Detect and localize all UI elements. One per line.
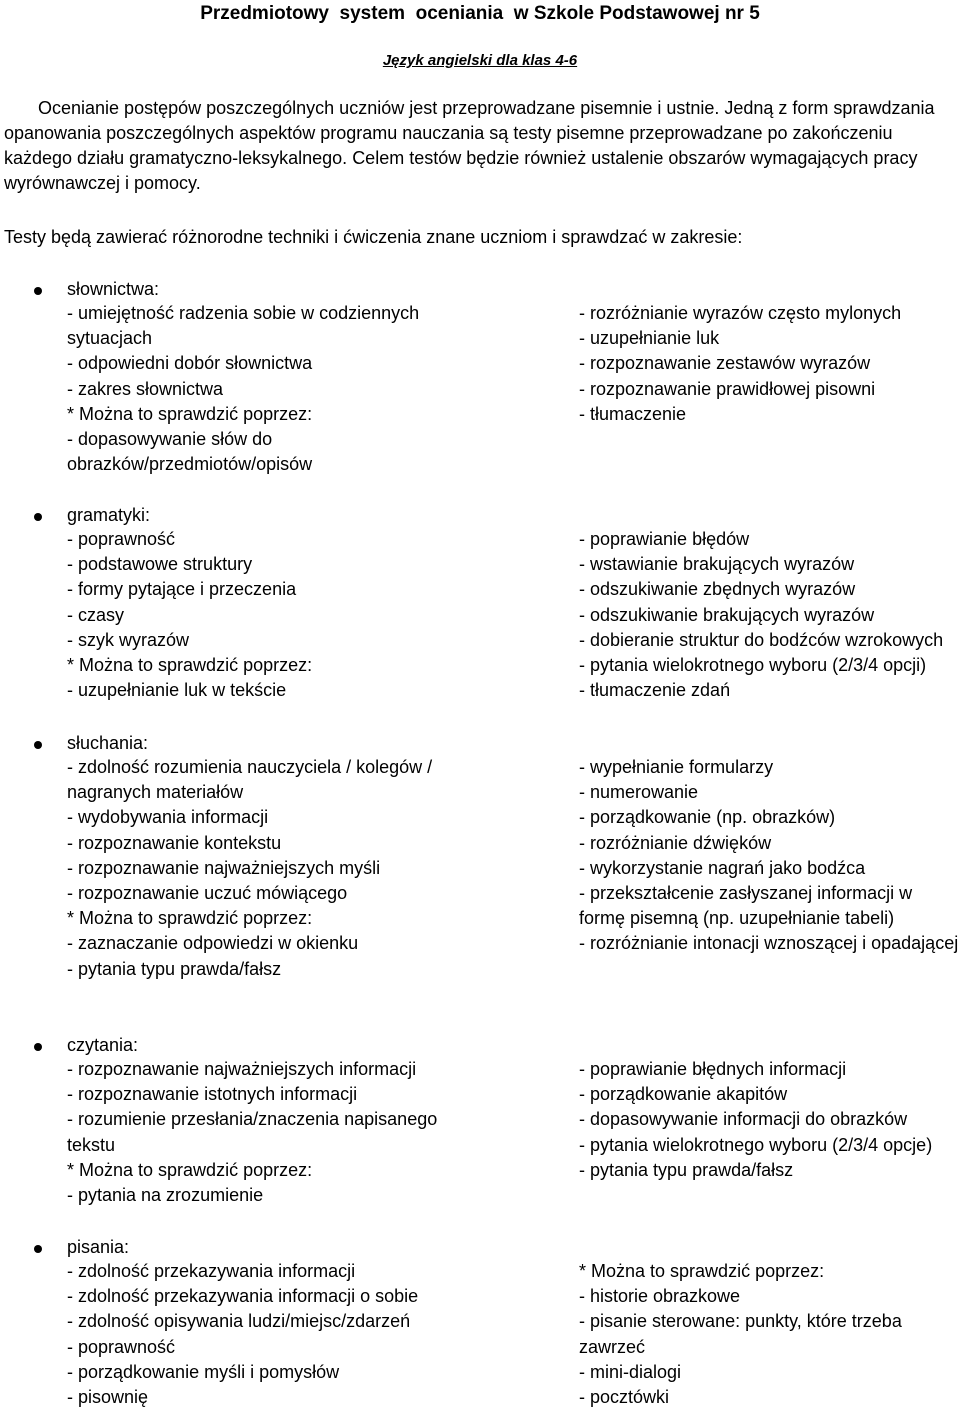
- list-item: - podstawowe struktury: [67, 554, 253, 575]
- list-item: - rozumienie przesłania/znaczenia napisanego: [67, 1109, 438, 1130]
- list-item: - dopasowywanie słów do: [67, 429, 273, 450]
- list-item: - pytania wielokrotnego wyboru (2/3/4 opcji): [579, 655, 927, 676]
- list-item: - pytania typu prawda/fałsz: [579, 1159, 794, 1180]
- list-item: - wydobywania informacji: [67, 807, 269, 828]
- list-item: - porządkowanie akapitów: [579, 1084, 788, 1105]
- list-item: - rozpoznawanie zestawów wyrazów: [579, 353, 871, 374]
- list-item: - rozpoznawanie kontekstu: [67, 832, 282, 853]
- section-left-column: [67, 527, 487, 703]
- list-item: obrazków/przedmiotów/opisów: [67, 454, 313, 475]
- list-item: * Można to sprawdzić poprzez:: [67, 908, 313, 929]
- list-item: * Można to sprawdzić poprzez:: [67, 1159, 313, 1180]
- list-item: - zdolność przekazywania informacji: [67, 1261, 356, 1281]
- list-item: - czasy: [67, 604, 125, 625]
- list-item: - wstawianie brakujących wyrazów: [579, 554, 855, 575]
- page-title: Przedmiotowy system oceniania w Szkole Podstawowej nr 5: [200, 3, 760, 24]
- tests-scope-line: Testy będą zawierać różnorodne techniki i ćwiczenia znane uczniom i sprawdzać w zakresie:: [4, 227, 743, 247]
- list-item: - odszukiwanie brakujących wyrazów: [579, 604, 875, 625]
- list-item: - umiejętność radzenia sobie w codziennych: [67, 303, 420, 323]
- list-item: - porządkowanie (np. obrazków): [579, 807, 836, 828]
- list-item: - poprawianie błędów: [579, 529, 750, 549]
- list-item: - numerowanie: [579, 782, 699, 803]
- section-left-column: [67, 755, 487, 982]
- section-left-column: [67, 1259, 487, 1410]
- section-heading: czytania:: [67, 1035, 139, 1055]
- section-right-column: [579, 1259, 960, 1410]
- list-item: - tłumaczenie zdań: [579, 680, 731, 701]
- section-heading: gramatyki:: [67, 505, 151, 525]
- list-item: * Można to sprawdzić poprzez:: [579, 1261, 825, 1281]
- list-item: - zdolność przekazywania informacji o sobie: [67, 1286, 419, 1307]
- list-item: - poprawność: [67, 1336, 176, 1357]
- list-item: tekstu: [67, 1134, 116, 1155]
- list-item: - pisanie sterowane: punkty, które trzeba: [579, 1311, 902, 1332]
- list-item: - zaznaczanie odpowiedzi w okienku: [67, 933, 359, 954]
- section-right-column: [579, 527, 960, 703]
- list-item: - porządkowanie myśli i pomysłów: [67, 1361, 340, 1382]
- bullet-icon: [34, 287, 42, 295]
- list-item: - rozpoznawanie istotnych informacji: [67, 1084, 358, 1105]
- list-item: * Można to sprawdzić poprzez:: [67, 403, 313, 424]
- section-right-column: [579, 301, 960, 427]
- list-item: - rozpoznawanie uczuć mówiącego: [67, 883, 348, 904]
- list-item: zawrzeć: [579, 1336, 646, 1357]
- list-item: nagranych materiałów: [67, 782, 244, 803]
- list-item: - wykorzystanie nagrań jako bodźca: [579, 857, 866, 878]
- section-heading: słownictwa:: [67, 279, 160, 299]
- intro-paragraph: Ocenianie postępów poszczególnych uczniów jest przeprowadzane pisemnie i ustnie. Jedną z form sprawdzania opanowania poszczególnych aspektów programu nauczania są testy pisemne przeprowadzane po zakończeniu każdego działu gramatyczno-leksykalnego. Celem testów będzie również ustalenie obszarów wymagających pracy wyrównawczej i pomocy.: [4, 98, 935, 193]
- list-item: - poprawność: [67, 529, 176, 549]
- list-item: formę pisemną (np. uzupełnianie tabeli): [579, 908, 895, 929]
- list-item: - pytania na zrozumienie: [67, 1185, 264, 1206]
- list-item: - mini-dialogi: [579, 1361, 682, 1382]
- list-item: - wypełnianie formularzy: [579, 757, 774, 777]
- list-item: - rozróżnianie dźwięków: [579, 832, 772, 853]
- bullet-icon: [34, 1043, 42, 1051]
- section-left-column: [67, 301, 487, 477]
- list-item: - dopasowywanie informacji do obrazków: [579, 1109, 908, 1130]
- list-item: - dobieranie struktur do bodźców wzrokowych: [579, 629, 944, 650]
- list-item: - zdolność rozumienia nauczyciela / kolegów /: [67, 757, 433, 777]
- section-heading: słuchania:: [67, 733, 149, 753]
- section-right-column: [579, 755, 960, 957]
- list-item: - uzupełnianie luk w tekście: [67, 680, 287, 701]
- list-item: - tłumaczenie: [579, 403, 687, 424]
- list-item: - szyk wyrazów: [67, 629, 190, 650]
- list-item: - zdolność opisywania ludzi/miejsc/zdarzeń: [67, 1311, 411, 1332]
- bullet-icon: [34, 1245, 42, 1253]
- page-subtitle: Język angielski dla klas 4-6: [382, 52, 578, 69]
- list-item: - historie obrazkowe: [579, 1286, 741, 1307]
- section-right-column: [579, 1057, 960, 1183]
- list-item: - pytania wielokrotnego wyboru (2/3/4 opcje): [579, 1134, 933, 1155]
- bullet-icon: [34, 741, 42, 749]
- list-item: - formy pytające i przeczenia: [67, 579, 297, 600]
- list-item: sytuacjach: [67, 328, 153, 349]
- bullet-icon: [34, 513, 42, 521]
- list-item: - rozróżnianie intonacji wznoszącej i opadającej: [579, 933, 959, 954]
- list-item: - odpowiedni dobór słownictwa: [67, 353, 313, 374]
- list-item: - uzupełnianie luk: [579, 328, 720, 349]
- list-item: - pocztówki: [579, 1387, 670, 1408]
- list-item: - rozpoznawanie najważniejszych informacji: [67, 1059, 417, 1079]
- list-item: - przekształcenie zasłyszanej informacji w: [579, 883, 913, 904]
- list-item: * Można to sprawdzić poprzez:: [67, 655, 313, 676]
- section-heading: pisania:: [67, 1237, 130, 1257]
- list-item: - rozpoznawanie najważniejszych myśli: [67, 857, 381, 878]
- list-item: - rozpoznawanie prawidłowej pisowni: [579, 378, 876, 399]
- list-item: - pytania typu prawda/fałsz: [67, 958, 282, 979]
- list-item: - poprawianie błędnych informacji: [579, 1059, 847, 1079]
- list-item: - odszukiwanie zbędnych wyrazów: [579, 579, 856, 600]
- list-item: - pisownię: [67, 1387, 149, 1408]
- list-item: - rozróżnianie wyrazów często mylonych: [579, 303, 902, 323]
- list-item: - zakres słownictwa: [67, 378, 224, 399]
- section-left-column: [67, 1057, 487, 1208]
